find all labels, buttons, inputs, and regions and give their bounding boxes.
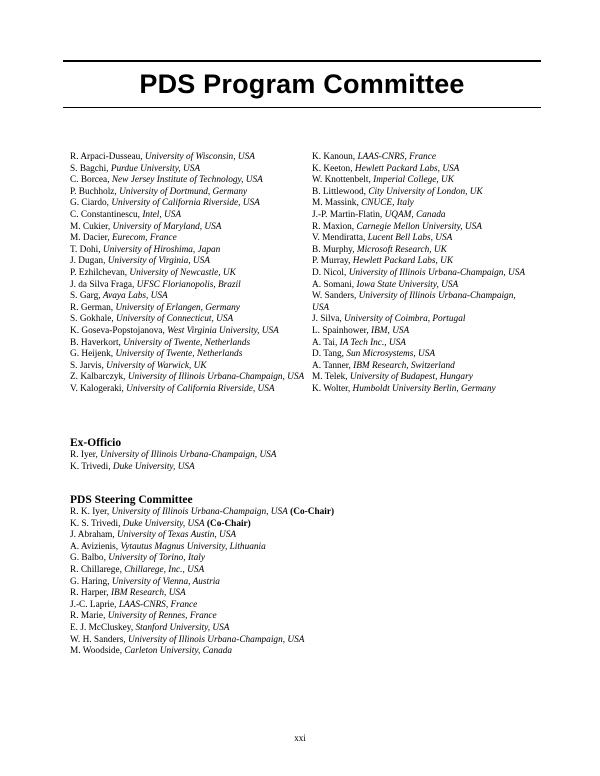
- member-affiliation: University of Torino, Italy: [108, 553, 205, 564]
- member-name: R. Marie: [70, 611, 104, 622]
- member-name: R. K. Iyer: [70, 507, 107, 517]
- member-name: G. Haring: [70, 576, 108, 587]
- member-affiliation: University of Virginia, USA: [107, 256, 210, 267]
- member-entry: Z. Kalbarczyk, University of Illinois Urbana-Champaign, USA: [70, 372, 305, 383]
- member-affiliation: University of Vienna, Austria: [111, 576, 220, 587]
- member-entry: A. Somani, Iowa State University, USA: [312, 279, 459, 290]
- member-affiliation: University of California Riverside, USA: [111, 198, 260, 209]
- title-underline: [63, 107, 541, 108]
- member-affiliation: University of California Riverside, USA: [126, 383, 275, 394]
- member-name: B. Murphy: [312, 244, 353, 255]
- ex-officio-heading: Ex-Officio: [70, 437, 122, 449]
- member-entry: R. Harper, IBM Research, USA: [70, 588, 186, 599]
- member-affiliation: University of Illinois Urbana-Champaign, USA: [100, 450, 277, 460]
- member-name: J. Abraham: [70, 530, 113, 541]
- ex-officio-section: [70, 436, 540, 473]
- member-name: M. Massink: [312, 198, 357, 209]
- committee-right-column: [312, 152, 534, 395]
- member-affiliation: University of Texas Austin, USA: [117, 530, 237, 541]
- member-name: C. Borcea: [70, 175, 108, 186]
- member-entry: T. Dohi, University of Hiroshima, Japan: [70, 244, 221, 255]
- member-name: M. Cukier: [70, 221, 108, 232]
- member-name: P. Murray: [312, 256, 349, 267]
- member-entry: K. Wolter, Humboldt University Berlin, Germany: [312, 383, 496, 394]
- member-name: G. Heijenk: [70, 349, 111, 360]
- member-affiliation: University of Newcastle, UK: [129, 267, 236, 278]
- member-entry: A. Tanner, IBM Research, Switzerland: [312, 360, 455, 371]
- member-entry: J. Dugan, University of Virginia, USA: [70, 256, 210, 267]
- member-entry: J.-C. Laprie, LAAS-CNRS, France: [70, 599, 198, 610]
- member-affiliation: Intel, USA: [142, 209, 182, 220]
- member-entry: M. Woodside, Carleton University, Canada: [70, 646, 233, 657]
- member-affiliation: University of Maryland, USA: [112, 221, 222, 232]
- member-affiliation: Avaya Labs, USA: [102, 291, 168, 302]
- member-name: Z. Kalbarczyk: [70, 372, 124, 383]
- member-affiliation: Humboldt University Berlin, Germany: [352, 383, 496, 394]
- member-entry: P. Buchholz, University of Dortmund, Germany: [70, 186, 248, 197]
- member-name: K. Goseva-Popstojanova: [70, 325, 163, 336]
- member-affiliation: Carleton University, Canada: [124, 646, 233, 657]
- member-entry: E. J. McCluskey, Stanford University, USA: [70, 622, 230, 633]
- member-name: V. Kalogeraki: [70, 383, 122, 394]
- member-name: J. Dugan: [70, 256, 104, 267]
- member-entry: R. Iyer, University of Illinois Urbana-Champaign, USA: [70, 450, 277, 460]
- member-entry: P. Ezhilchevan, University of Newcastle, UK: [70, 267, 236, 278]
- member-name: J. Silva: [312, 314, 340, 325]
- member-entry: K. Trivedi, Duke University, USA: [70, 461, 195, 472]
- member-affiliation: Vytautus Magnus University, Lithuania: [120, 541, 266, 552]
- member-affiliation: University of Hiroshima, Japan: [102, 244, 221, 255]
- member-name: D. Nicol: [312, 267, 345, 278]
- member-entry: B. Littlewood, City University of London, UK: [312, 186, 483, 197]
- member-affiliation: University of Dortmund, Germany: [119, 186, 248, 197]
- member-entry: J. da Silva Fraga, UFSC Florianopolis, Brazil: [70, 279, 241, 290]
- member-name: E. J. McCluskey: [70, 622, 131, 633]
- member-entry: C. Borcea, New Jersey Institute of Technology, USA: [70, 175, 263, 186]
- member-entry: C. Constantinescu, Intel, USA: [70, 209, 182, 220]
- member-entry: S. Garg, Avaya Labs, USA: [70, 291, 168, 302]
- member-affiliation: IBM Research, USA: [110, 588, 186, 599]
- member-name: C. Constantinescu: [70, 209, 138, 220]
- member-entry: M. Cukier, University of Maryland, USA: [70, 221, 222, 232]
- member-entry: K. S. Trivedi, Duke University, USA (Co-Chair): [70, 518, 251, 529]
- member-name: A. Tanner: [312, 360, 349, 371]
- member-entry: K. Goseva-Popstojanova, West Virginia University, USA: [70, 325, 279, 336]
- member-affiliation: IA Tech Inc., USA: [339, 337, 406, 348]
- member-name: P. Buchholz: [70, 186, 115, 197]
- member-affiliation: University of Twente, Netherlands: [123, 337, 251, 348]
- member-entry: A. Tai, IA Tech Inc., USA: [312, 337, 406, 348]
- member-entry: W. Knottenbelt, Imperial College, UK: [312, 175, 454, 186]
- member-affiliation: UQAM, Canada: [384, 209, 446, 220]
- member-role: (Co-Chair): [206, 518, 251, 529]
- member-entry: V. Mendiratta, Lucent Bell Labs, USA: [312, 233, 453, 244]
- member-affiliation: University of Erlangen, Germany: [115, 302, 240, 313]
- member-affiliation: New Jersey Institute of Technology, USA: [111, 175, 263, 186]
- member-entry: S. Gokhale, University of Connecticut, USA: [70, 314, 234, 325]
- member-name: R. German: [70, 302, 111, 313]
- member-affiliation: University of Illinois Urbana-Champaign, USA: [128, 634, 305, 645]
- member-affiliation: Lucent Bell Labs, USA: [367, 233, 453, 244]
- member-name: R. Arpaci-Dusseau: [70, 152, 141, 162]
- member-name: G. Balbo: [70, 553, 104, 564]
- member-name: W. Knottenbelt: [312, 175, 369, 186]
- member-name: W. Sanders: [312, 291, 355, 302]
- member-entry: B. Murphy, Microsoft Research, UK: [312, 244, 447, 255]
- member-name: W. H. Sanders: [70, 634, 124, 645]
- member-affiliation: University of Warwick, UK: [106, 360, 207, 371]
- member-affiliation: IBM, USA: [371, 325, 410, 336]
- member-entry: K. Keeton, Hewlett Packard Labs, USA: [312, 163, 460, 174]
- member-name: T. Dohi: [70, 244, 99, 255]
- member-name: J.-C. Laprie: [70, 599, 115, 610]
- member-name: A. Avizienis: [70, 541, 116, 552]
- member-entry: M. Massink, CNUCE, Italy: [312, 198, 414, 209]
- member-entry: M. Dacier, Eurecom, France: [70, 233, 177, 244]
- member-affiliation: LAAS-CNRS, France: [357, 152, 436, 162]
- member-affiliation: IBM Research, Switzerland: [353, 360, 455, 371]
- ex-officio-list: [70, 450, 540, 473]
- member-name: M. Dacier: [70, 233, 108, 244]
- member-entry: S. Jarvis, University of Warwick, UK: [70, 360, 207, 371]
- member-affiliation: Stanford University, USA: [135, 622, 230, 633]
- member-name: R. Maxion: [312, 221, 352, 232]
- member-affiliation: City University of London, UK: [368, 186, 483, 197]
- member-entry: K. Kanoun, LAAS-CNRS, France: [312, 152, 436, 162]
- member-entry: S. Bagchi, Purdue University, USA: [70, 163, 201, 174]
- member-entry: J. Abraham, University of Texas Austin, USA: [70, 530, 237, 541]
- member-affiliation: University of Illinois Urbana-Champaign, USA: [111, 507, 288, 517]
- member-affiliation: University of Rennes, France: [107, 611, 217, 622]
- member-affiliation: University of Twente, Netherlands: [115, 349, 243, 360]
- member-name: L. Spainhower: [312, 325, 367, 336]
- member-entry: R. Arpaci-Dusseau, University of Wisconsin, USA: [70, 152, 255, 162]
- member-entry: P. Murray, Hewlett Packard Labs, UK: [312, 256, 454, 267]
- member-entry: W. Sanders, University of Illinois Urbana-Champaign, USA: [312, 291, 516, 313]
- member-entry: J.-P. Martin-Flatin, UQAM, Canada: [312, 209, 446, 220]
- member-entry: M. Telek, University of Budapest, Hungary: [312, 372, 473, 383]
- member-name: K. S. Trivedi: [70, 518, 119, 529]
- member-name: P. Ezhilchevan: [70, 267, 125, 278]
- member-entry: G. Ciardo, University of California Riverside, USA: [70, 198, 260, 209]
- member-role: (Co-Chair): [290, 507, 335, 517]
- page-title: PDS Program Committee: [139, 69, 465, 99]
- member-name: R. Chillarege: [70, 564, 120, 575]
- member-affiliation: Duke University, USA: [112, 461, 195, 472]
- member-affiliation: University of Coimbra, Portugal: [344, 314, 466, 325]
- member-affiliation: Eurecom, France: [111, 233, 177, 244]
- member-entry: D. Nicol, University of Illinois Urbana-Champaign, USA: [312, 267, 526, 278]
- member-affiliation: University of Illinois Urbana-Champaign, USA: [348, 267, 526, 278]
- member-name: K. Trivedi: [70, 461, 109, 472]
- member-entry: R. German, University of Erlangen, Germany: [70, 302, 240, 313]
- member-name: K. Kanoun: [312, 152, 353, 162]
- member-entry: V. Kalogeraki, University of California Riverside, USA: [70, 383, 275, 394]
- member-name: V. Mendiratta: [312, 233, 363, 244]
- member-entry: B. Haverkort, University of Twente, Netherlands: [70, 337, 251, 348]
- member-affiliation: Chillarege, Inc., USA: [124, 564, 205, 575]
- member-affiliation: Iowa State University, USA: [356, 279, 459, 290]
- member-entry: J. Silva, University of Coimbra, Portugal: [312, 314, 466, 325]
- member-affiliation: University of Connecticut, USA: [115, 314, 234, 325]
- member-entry: G. Haring, University of Vienna, Austria: [70, 576, 220, 587]
- member-affiliation: Purdue University, USA: [110, 163, 201, 174]
- member-name: G. Ciardo: [70, 198, 107, 209]
- steering-committee-section: [70, 493, 540, 658]
- member-name: S. Garg: [70, 291, 99, 302]
- member-entry: R. K. Iyer, University of Illinois Urbana-Champaign, USA (Co-Chair): [70, 507, 335, 517]
- member-affiliation: Duke University, USA: [122, 518, 205, 529]
- member-affiliation: Hewlett Packard Labs, USA: [354, 163, 460, 174]
- member-affiliation: University of Wisconsin, USA: [144, 152, 255, 162]
- member-affiliation: Hewlett Packard Labs, UK: [352, 256, 454, 267]
- member-name: A. Tai: [312, 337, 335, 348]
- member-name: J. da Silva Fraga: [70, 279, 132, 290]
- member-name: M. Telek: [312, 372, 346, 383]
- member-affiliation: Microsoft Research, UK: [356, 244, 447, 255]
- committee-left-column: [70, 152, 306, 395]
- member-affiliation: Sun Microsystems, USA: [346, 349, 436, 360]
- member-entry: G. Balbo, University of Torino, Italy: [70, 553, 205, 564]
- member-entry: L. Spainhower, IBM, USA: [312, 325, 410, 336]
- member-affiliation: University of Illinois Urbana-Champaign, USA: [127, 372, 305, 383]
- member-affiliation: University of Budapest, Hungary: [349, 372, 473, 383]
- member-name: K. Keeton: [312, 163, 351, 174]
- member-name: R. Iyer: [70, 450, 96, 460]
- member-name: R. Harper: [70, 588, 107, 599]
- member-affiliation: CNUCE, Italy: [361, 198, 414, 209]
- member-affiliation: Imperial College, UK: [373, 175, 454, 186]
- member-affiliation: Carnegie Mellon University, USA: [356, 221, 482, 232]
- member-name: M. Woodside: [70, 646, 120, 657]
- member-affiliation: University of Illinois Urbana-Champaign, USA: [312, 291, 516, 313]
- member-entry: R. Maxion, Carnegie Mellon University, USA: [312, 221, 482, 232]
- member-affiliation: LAAS-CNRS, France: [118, 599, 198, 610]
- member-name: S. Gokhale: [70, 314, 112, 325]
- member-entry: G. Heijenk, University of Twente, Netherlands: [70, 349, 243, 360]
- member-name: K. Wolter: [312, 383, 348, 394]
- member-entry: A. Avizienis, Vytautus Magnus University, Lithuania: [70, 541, 266, 552]
- steering-committee-heading: PDS Steering Committee: [70, 494, 193, 506]
- member-entry: R. Marie, University of Rennes, France: [70, 611, 217, 622]
- steering-committee-list: [70, 507, 540, 658]
- member-entry: R. Chillarege, Chillarege, Inc., USA: [70, 564, 205, 575]
- member-name: B. Littlewood: [312, 186, 364, 197]
- member-name: J.-P. Martin-Flatin: [312, 209, 380, 220]
- member-affiliation: UFSC Florianopolis, Brazil: [136, 279, 241, 290]
- member-name: S. Jarvis: [70, 360, 102, 371]
- member-name: B. Haverkort: [70, 337, 119, 348]
- top-rule: [63, 60, 541, 62]
- member-name: S. Bagchi: [70, 163, 107, 174]
- member-affiliation: West Virginia University, USA: [167, 325, 279, 336]
- page-number: xxi: [294, 733, 306, 743]
- member-name: A. Somani: [312, 279, 352, 290]
- member-name: D. Tang: [312, 349, 342, 360]
- member-entry: W. H. Sanders, University of Illinois Urbana-Champaign, USA: [70, 634, 305, 645]
- member-entry: D. Tang, Sun Microsystems, USA: [312, 349, 436, 360]
